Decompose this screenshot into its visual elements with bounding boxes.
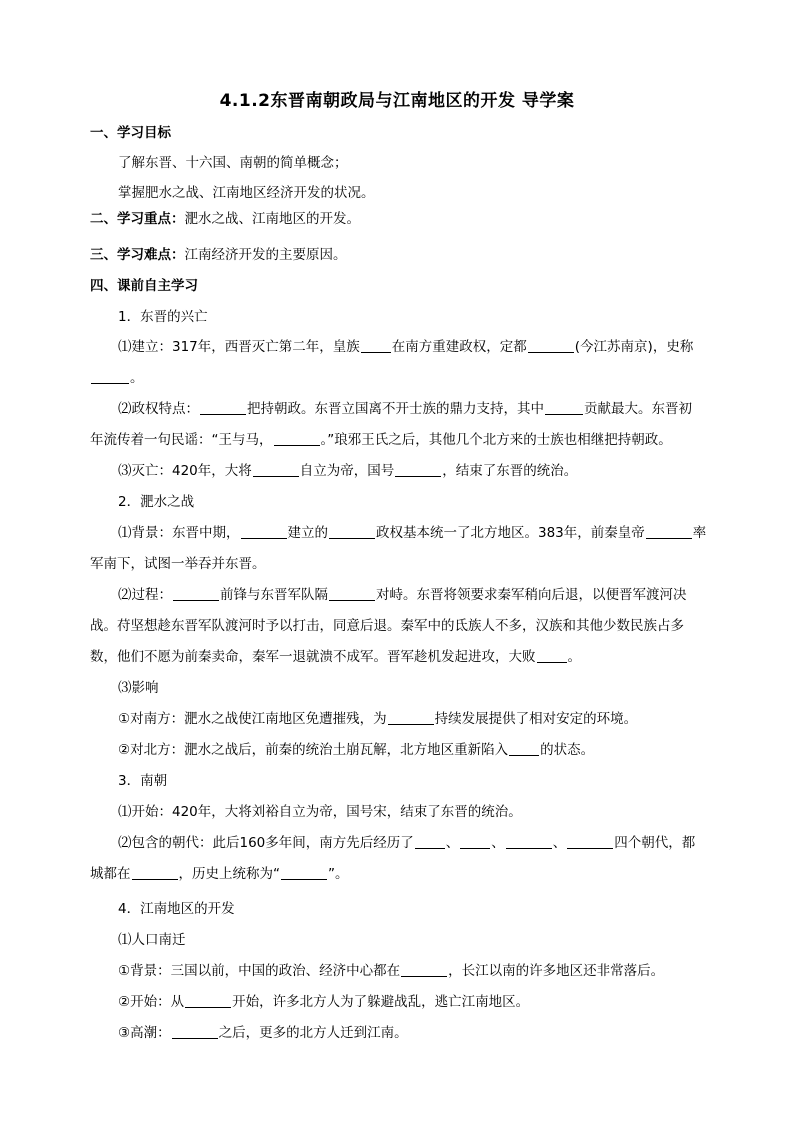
fill-blank[interactable]: [241, 524, 287, 539]
text-run: ③高潮：: [118, 1025, 171, 1041]
part-3-start: ⑴开始：420年，大将刘裕自立为帝，国号宋，结束了东晋的统治。: [118, 804, 522, 820]
text-run: ⑵包含的朝代：此后160多年间，南方先后经历了: [118, 835, 414, 851]
fill-blank[interactable]: [281, 865, 327, 880]
text-run: ⑶灭亡：420年，大将: [118, 463, 252, 479]
part-2-process-cont-1: 战。苻坚想趁东晋军队渡河时予以打击，同意后退。秦军中的氐族人不多，汉族和其他少数民族占多: [90, 618, 684, 634]
fill-blank[interactable]: [460, 834, 490, 849]
text-run: 在南方重建政权，定都: [391, 339, 527, 355]
part-2-impact-north: [118, 740, 594, 760]
fill-blank[interactable]: [173, 586, 219, 601]
text-run: 。: [567, 649, 581, 665]
text-run: 。: [130, 370, 144, 386]
key-points-text: 淝水之战、江南地区的开发。: [184, 211, 360, 227]
fill-blank[interactable]: [545, 400, 583, 415]
fill-blank[interactable]: [274, 431, 320, 446]
fill-blank[interactable]: [506, 834, 552, 849]
text-run: ⑴建立：317年，西晋灭亡第二年，皇族: [118, 339, 360, 355]
text-run: 贡献最大。东晋初: [584, 401, 692, 417]
fill-blank[interactable]: [537, 648, 567, 663]
text-run: 建立的: [287, 525, 328, 541]
text-run: ⑴背景：东晋中期，: [118, 525, 240, 541]
fill-blank[interactable]: [395, 462, 441, 477]
part-2-process-cont-2: [90, 647, 581, 667]
part-2-impact-south: [118, 709, 637, 729]
text-run: 四个朝代，都: [614, 835, 696, 851]
text-run: ②对北方：淝水之战后，前秦的统治土崩瓦解，北方地区重新陷入: [118, 742, 509, 758]
part-4-migration-heading: ⑴人口南迁: [118, 932, 186, 948]
part-3-dynasties-cont: [90, 864, 349, 884]
fill-blank[interactable]: [646, 524, 692, 539]
fill-blank[interactable]: [253, 462, 299, 477]
text-run: ①对南方：淝水之战使江南地区免遭摧残，为: [118, 711, 387, 727]
text-run: ②开始：从: [118, 994, 185, 1010]
part-4-start: [118, 992, 529, 1012]
text-run: 持续发展提供了相对安定的环境。: [434, 711, 638, 727]
text-run: (今江苏南京)，史称: [574, 339, 694, 355]
part-2-background-cont: 军南下，试图一举吞并东晋。: [90, 556, 266, 572]
difficulties-text: 江南经济开发的主要原因。: [184, 247, 347, 263]
section-objectives-label: 一、学习目标: [90, 125, 171, 141]
text-run: ①背景：三国以前，中国的政治、经济中心都在: [118, 963, 401, 979]
part-4-peak: [118, 1023, 408, 1043]
part-2-impact-heading: ⑶影响: [118, 680, 159, 696]
fill-blank[interactable]: [528, 338, 574, 353]
text-run: ”。: [328, 866, 349, 882]
text-run: 、: [445, 835, 460, 851]
text-run: ⑵政权特点：: [118, 401, 199, 417]
part-3-heading: 3．南朝: [118, 773, 168, 789]
text-run: 前锋与东晋军队隔: [220, 587, 328, 603]
fill-blank[interactable]: [567, 834, 613, 849]
part-3-dynasties: [118, 833, 695, 853]
text-run: 自立为帝，国号: [299, 463, 395, 479]
text-run: 开始，许多北方人为了躲避战乱，逃亡江南地区。: [232, 994, 530, 1010]
section-difficulties: [90, 245, 347, 265]
part-4-background: [118, 961, 664, 981]
part-2-process: [118, 585, 687, 605]
fill-blank[interactable]: [415, 834, 445, 849]
fill-blank[interactable]: [509, 741, 539, 756]
fill-blank[interactable]: [172, 1024, 218, 1039]
part-1-features-cont: [90, 430, 672, 450]
text-run: 政权基本统一了北方地区。383年，前秦皇帝: [376, 525, 645, 541]
text-run: 。”琅邪王氏之后，其他几个北方来的士族也相继把持朝政。: [320, 432, 672, 448]
text-run: 、: [491, 835, 505, 851]
part-1-fall: [118, 461, 577, 481]
text-run: 城都在: [90, 866, 131, 882]
section-self-study-label: 四、课前自主学习: [90, 278, 198, 294]
text-run: ⑵过程：: [118, 587, 172, 603]
difficulties-label: 三、学习难点：: [90, 247, 185, 263]
objective-item-2: 掌握肥水之战、江南地区经济开发的状况。: [118, 185, 375, 201]
text-run: 把持朝政。东晋立国离不开士族的鼎力支持，其中: [247, 401, 544, 417]
section-key-points: [90, 209, 360, 229]
fill-blank[interactable]: [185, 993, 231, 1008]
fill-blank[interactable]: [401, 962, 447, 977]
text-run: 对峙。东晋将领要求秦军稍向后退，以便晋军渡河决: [376, 587, 687, 603]
text-run: 年流传着一句民谣：“王与马，: [90, 432, 273, 448]
key-points-label: 二、学习重点：: [90, 211, 185, 227]
page-title: 4.1.2东晋南朝政局与江南地区的开发 导学案: [219, 91, 575, 111]
fill-blank[interactable]: [388, 710, 434, 725]
fill-blank[interactable]: [329, 524, 375, 539]
text-run: 率: [692, 525, 707, 541]
text-run: ，长江以南的许多地区还非常落后。: [448, 963, 665, 979]
fill-blank[interactable]: [329, 586, 375, 601]
text-run: ，结束了东晋的统治。: [442, 463, 578, 479]
objective-item-1: 了解东晋、十六国、南朝的简单概念；: [118, 155, 348, 171]
part-1-founding-cont: [90, 368, 144, 388]
text-run: 之后，更多的北方人迁到江南。: [218, 1025, 408, 1041]
fill-blank[interactable]: [200, 400, 246, 415]
part-4-heading: 4．江南地区的开发: [118, 901, 235, 917]
part-1-founding: [118, 337, 693, 357]
part-1-heading: 1．东晋的兴亡: [118, 309, 208, 325]
text-run: 数，他们不愿为前秦卖命，秦军一退就溃不成军。晋军趁机发起进攻，大败: [90, 649, 536, 665]
part-2-background: [118, 523, 706, 543]
fill-blank[interactable]: [91, 369, 129, 384]
fill-blank[interactable]: [361, 338, 391, 353]
text-run: 的状态。: [540, 742, 595, 758]
fill-blank[interactable]: [132, 865, 178, 880]
text-run: ，历史上统称为“: [178, 866, 280, 882]
part-1-features: [118, 399, 692, 419]
part-2-heading: 2．淝水之战: [118, 494, 195, 510]
text-run: 、: [552, 835, 567, 851]
